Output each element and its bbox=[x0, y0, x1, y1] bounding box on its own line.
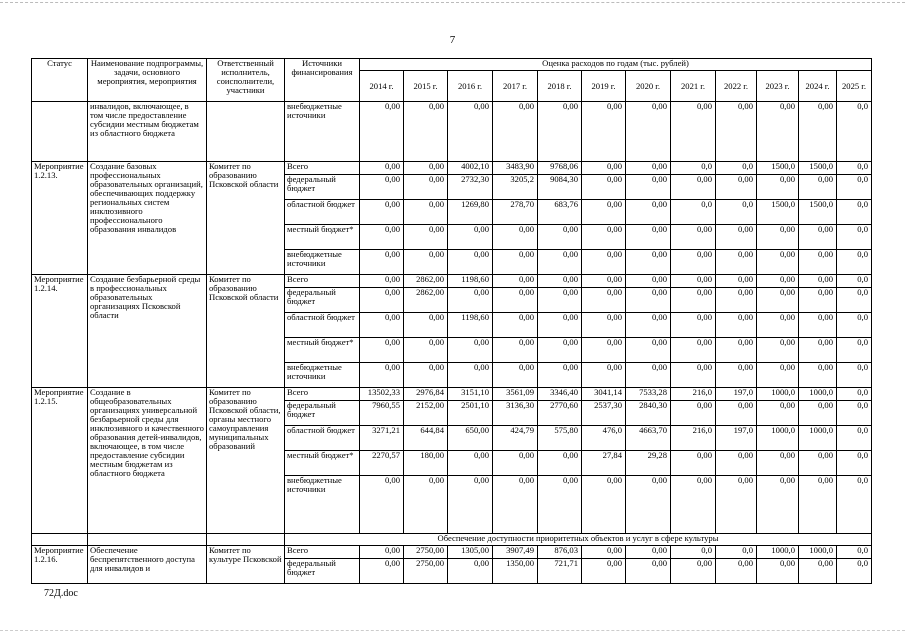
header-year: 2017 г. bbox=[493, 71, 538, 102]
value-cell: 644,84 bbox=[404, 426, 448, 451]
event-responsible: Комитет по образованию Псковской области bbox=[207, 275, 285, 388]
value-cell: 0,00 bbox=[538, 288, 582, 313]
value-cell: 0,00 bbox=[582, 200, 626, 225]
source-name: областной бюджет bbox=[285, 200, 360, 225]
value-cell: 0,0 bbox=[837, 363, 872, 388]
event-responsible: Комитет по культуре Псковской bbox=[207, 546, 285, 584]
value-cell: 4002,10 bbox=[448, 162, 493, 175]
page-number: 7 bbox=[449, 34, 456, 46]
value-cell: 0,00 bbox=[626, 175, 671, 200]
value-cell: 0,00 bbox=[493, 451, 538, 476]
value-cell: 1000,0 bbox=[799, 426, 837, 451]
source-name: федеральный бюджет bbox=[285, 175, 360, 200]
value-cell: 0,00 bbox=[493, 288, 538, 313]
value-cell: 0,00 bbox=[757, 559, 799, 584]
value-cell: 0,00 bbox=[757, 275, 799, 288]
value-cell: 0,0 bbox=[837, 250, 872, 275]
value-cell: 0,00 bbox=[582, 559, 626, 584]
event-name: Создание базовых профессиональных образовательных организаций, обеспечивающих поддержку региональных систем инклюзивного профессионального образования инвалидов bbox=[88, 162, 207, 275]
value-cell: 0,00 bbox=[404, 102, 448, 162]
value-cell: 0,0 bbox=[837, 338, 872, 363]
value-cell: 1500,0 bbox=[799, 162, 837, 175]
value-cell: 876,03 bbox=[538, 546, 582, 559]
source-name: федеральный бюджет bbox=[285, 288, 360, 313]
value-cell: 0,00 bbox=[716, 275, 757, 288]
header-status: Статус bbox=[32, 59, 88, 102]
value-cell: 0,00 bbox=[757, 313, 799, 338]
header-year: 2023 г. bbox=[757, 71, 799, 102]
value-cell: 424,79 bbox=[493, 426, 538, 451]
section-spacer bbox=[207, 534, 285, 546]
value-cell: 1000,0 bbox=[799, 388, 837, 401]
value-cell: 0,00 bbox=[360, 225, 404, 250]
section-spacer bbox=[32, 534, 88, 546]
value-cell: 0,00 bbox=[799, 363, 837, 388]
source-name: внебюджетные источники bbox=[285, 250, 360, 275]
value-cell: 9768,06 bbox=[538, 162, 582, 175]
value-cell: 0,00 bbox=[799, 313, 837, 338]
value-cell: 3205,2 bbox=[493, 175, 538, 200]
source-name: внебюджетные источники bbox=[285, 102, 360, 162]
value-cell: 0,00 bbox=[582, 275, 626, 288]
value-cell: 0,00 bbox=[582, 288, 626, 313]
value-cell: 1198,60 bbox=[448, 275, 493, 288]
value-cell: 0,00 bbox=[716, 313, 757, 338]
value-cell: 0,00 bbox=[360, 175, 404, 200]
value-cell: 0,00 bbox=[671, 102, 716, 162]
value-cell: 0,00 bbox=[626, 338, 671, 363]
source-name: внебюджетные источники bbox=[285, 363, 360, 388]
value-cell: 0,0 bbox=[837, 225, 872, 250]
value-cell: 0,00 bbox=[716, 338, 757, 363]
value-cell: 0,00 bbox=[493, 250, 538, 275]
value-cell: 0,0 bbox=[837, 288, 872, 313]
value-cell: 0,00 bbox=[404, 338, 448, 363]
table-row bbox=[32, 102, 872, 162]
value-cell: 0,00 bbox=[448, 559, 493, 584]
value-cell: 0,00 bbox=[671, 225, 716, 250]
header-year: 2024 г. bbox=[799, 71, 837, 102]
value-cell: 1500,0 bbox=[799, 200, 837, 225]
value-cell: 0,00 bbox=[799, 250, 837, 275]
header-year: 2020 г. bbox=[626, 71, 671, 102]
value-cell: 476,0 bbox=[582, 426, 626, 451]
value-cell: 1500,0 bbox=[757, 162, 799, 175]
responsible-cell-empty bbox=[207, 102, 285, 162]
value-cell: 0,00 bbox=[360, 476, 404, 534]
value-cell: 0,00 bbox=[582, 102, 626, 162]
source-name: Всего bbox=[285, 275, 360, 288]
value-cell: 1000,0 bbox=[799, 546, 837, 559]
value-cell: 0,00 bbox=[757, 363, 799, 388]
value-cell: 0,00 bbox=[626, 250, 671, 275]
header-year: 2025 г. bbox=[837, 71, 872, 102]
value-cell: 0,00 bbox=[671, 275, 716, 288]
value-cell: 0,00 bbox=[448, 102, 493, 162]
source-name: областной бюджет bbox=[285, 313, 360, 338]
expense-table bbox=[31, 58, 872, 584]
value-cell: 0,00 bbox=[404, 225, 448, 250]
event-status: Мероприятие 1.2.16. bbox=[32, 546, 88, 584]
value-cell: 0,0 bbox=[837, 476, 872, 534]
table-row bbox=[32, 162, 872, 175]
header-year: 2019 г. bbox=[582, 71, 626, 102]
header-name: Наименование подпрограммы, задачи, основного мероприятия, мероприятия bbox=[88, 59, 207, 102]
value-cell: 0,00 bbox=[404, 200, 448, 225]
value-cell: 0,00 bbox=[757, 451, 799, 476]
source-name: федеральный бюджет bbox=[285, 401, 360, 426]
value-cell: 3483,90 bbox=[493, 162, 538, 175]
value-cell: 0,00 bbox=[404, 162, 448, 175]
value-cell: 0,0 bbox=[716, 546, 757, 559]
value-cell: 0,00 bbox=[716, 476, 757, 534]
value-cell: 575,80 bbox=[538, 426, 582, 451]
value-cell: 0,00 bbox=[582, 162, 626, 175]
value-cell: 2750,00 bbox=[404, 546, 448, 559]
value-cell: 0,00 bbox=[538, 363, 582, 388]
value-cell: 0,00 bbox=[626, 102, 671, 162]
value-cell: 0,00 bbox=[448, 288, 493, 313]
value-cell: 0,00 bbox=[671, 288, 716, 313]
value-cell: 1000,0 bbox=[757, 546, 799, 559]
value-cell: 0,00 bbox=[538, 250, 582, 275]
header-year: 2014 г. bbox=[360, 71, 404, 102]
value-cell: 1000,0 bbox=[757, 426, 799, 451]
value-cell: 0,00 bbox=[757, 102, 799, 162]
value-cell: 0,0 bbox=[837, 426, 872, 451]
value-cell: 0,00 bbox=[626, 225, 671, 250]
event-status: Мероприятие 1.2.15. bbox=[32, 388, 88, 534]
header-responsible: Ответственный исполнитель, соисполнители, участники bbox=[207, 59, 285, 102]
value-cell: 2862,00 bbox=[404, 275, 448, 288]
value-cell: 0,00 bbox=[671, 401, 716, 426]
value-cell: 3907,49 bbox=[493, 546, 538, 559]
value-cell: 1500,0 bbox=[757, 200, 799, 225]
value-cell: 0,00 bbox=[360, 338, 404, 363]
value-cell: 2770,60 bbox=[538, 401, 582, 426]
value-cell: 0,00 bbox=[626, 559, 671, 584]
value-cell: 0,00 bbox=[538, 225, 582, 250]
footer-filename: 72Д.doc bbox=[44, 588, 78, 599]
value-cell: 0,0 bbox=[837, 200, 872, 225]
source-name: федеральный бюджет bbox=[285, 559, 360, 584]
value-cell: 2501,10 bbox=[448, 401, 493, 426]
value-cell: 0,00 bbox=[716, 250, 757, 275]
value-cell: 0,00 bbox=[799, 225, 837, 250]
value-cell: 3561,09 bbox=[493, 388, 538, 401]
value-cell: 0,00 bbox=[799, 175, 837, 200]
value-cell: 0,00 bbox=[538, 102, 582, 162]
value-cell: 0,00 bbox=[671, 451, 716, 476]
value-cell: 3151,10 bbox=[448, 388, 493, 401]
value-cell: 0,0 bbox=[837, 275, 872, 288]
value-cell: 216,0 bbox=[671, 388, 716, 401]
value-cell: 0,0 bbox=[837, 162, 872, 175]
value-cell: 0,00 bbox=[448, 451, 493, 476]
value-cell: 0,00 bbox=[716, 102, 757, 162]
value-cell: 1350,00 bbox=[493, 559, 538, 584]
value-cell: 0,00 bbox=[448, 476, 493, 534]
status-cell-empty bbox=[32, 102, 88, 162]
value-cell: 0,00 bbox=[448, 363, 493, 388]
value-cell: 0,00 bbox=[671, 559, 716, 584]
value-cell: 0,00 bbox=[716, 363, 757, 388]
value-cell: 2750,00 bbox=[404, 559, 448, 584]
value-cell: 0,00 bbox=[799, 102, 837, 162]
value-cell: 3346,40 bbox=[538, 388, 582, 401]
value-cell: 0,00 bbox=[493, 338, 538, 363]
value-cell: 0,00 bbox=[538, 476, 582, 534]
value-cell: 0,00 bbox=[716, 451, 757, 476]
value-cell: 0,00 bbox=[360, 363, 404, 388]
header-year: 2022 г. bbox=[716, 71, 757, 102]
value-cell: 197,0 bbox=[716, 426, 757, 451]
section-row bbox=[32, 534, 872, 546]
source-name: Всего bbox=[285, 388, 360, 401]
value-cell: 0,0 bbox=[837, 451, 872, 476]
header-estimate: Оценка расходов по годам (тыс. рублей) bbox=[360, 59, 872, 71]
value-cell: 0,00 bbox=[493, 275, 538, 288]
value-cell: 721,71 bbox=[538, 559, 582, 584]
value-cell: 3271,21 bbox=[360, 426, 404, 451]
source-name: Всего bbox=[285, 546, 360, 559]
value-cell: 0,00 bbox=[757, 225, 799, 250]
value-cell: 2270,57 bbox=[360, 451, 404, 476]
value-cell: 9084,30 bbox=[538, 175, 582, 200]
value-cell: 0,00 bbox=[799, 338, 837, 363]
value-cell: 0,00 bbox=[538, 313, 582, 338]
value-cell: 2840,30 bbox=[626, 401, 671, 426]
value-cell: 0,00 bbox=[404, 313, 448, 338]
value-cell: 0,00 bbox=[360, 313, 404, 338]
table-row bbox=[32, 275, 872, 288]
source-name: Всего bbox=[285, 162, 360, 175]
event-status: Мероприятие 1.2.14. bbox=[32, 275, 88, 388]
table-row bbox=[32, 388, 872, 401]
source-name: местный бюджет* bbox=[285, 225, 360, 250]
value-cell: 27,84 bbox=[582, 451, 626, 476]
value-cell: 0,00 bbox=[757, 338, 799, 363]
value-cell: 0,00 bbox=[716, 559, 757, 584]
value-cell: 216,0 bbox=[671, 426, 716, 451]
value-cell: 0,00 bbox=[757, 288, 799, 313]
value-cell: 0,00 bbox=[757, 250, 799, 275]
value-cell: 0,00 bbox=[582, 225, 626, 250]
value-cell: 683,76 bbox=[538, 200, 582, 225]
table-row bbox=[32, 546, 872, 559]
value-cell: 0,00 bbox=[582, 175, 626, 200]
value-cell: 0,00 bbox=[799, 275, 837, 288]
value-cell: 0,00 bbox=[671, 338, 716, 363]
value-cell: 0,00 bbox=[582, 363, 626, 388]
value-cell: 0,00 bbox=[716, 225, 757, 250]
value-cell: 1198,60 bbox=[448, 313, 493, 338]
value-cell: 0,00 bbox=[671, 175, 716, 200]
value-cell: 0,00 bbox=[626, 313, 671, 338]
value-cell: 0,00 bbox=[404, 363, 448, 388]
value-cell: 7533,28 bbox=[626, 388, 671, 401]
value-cell: 0,0 bbox=[837, 388, 872, 401]
event-name: Создание безбарьерной среды в профессиональных образовательных организациях Псковской области bbox=[88, 275, 207, 388]
value-cell: 0,00 bbox=[493, 225, 538, 250]
value-cell: 0,00 bbox=[671, 476, 716, 534]
source-name: местный бюджет* bbox=[285, 338, 360, 363]
value-cell: 3041,14 bbox=[582, 388, 626, 401]
value-cell: 1269,80 bbox=[448, 200, 493, 225]
value-cell: 180,00 bbox=[404, 451, 448, 476]
value-cell: 0,0 bbox=[837, 102, 872, 162]
source-name: внебюджетные источники bbox=[285, 476, 360, 534]
value-cell: 1000,0 bbox=[757, 388, 799, 401]
scan-top-edge bbox=[0, 2, 905, 3]
header-year: 2016 г. bbox=[448, 71, 493, 102]
value-cell: 0,00 bbox=[493, 313, 538, 338]
value-cell: 0,00 bbox=[716, 175, 757, 200]
event-name: инвалидов, включающее, в том числе предоставление субсидии местным бюджетам из областного бюджета bbox=[88, 102, 207, 162]
value-cell: 1305,00 bbox=[448, 546, 493, 559]
value-cell: 0,00 bbox=[448, 250, 493, 275]
event-status: Мероприятие 1.2.13. bbox=[32, 162, 88, 275]
value-cell: 0,00 bbox=[493, 363, 538, 388]
event-responsible: Комитет по образованию Псковской области bbox=[207, 162, 285, 275]
value-cell: 0,00 bbox=[360, 250, 404, 275]
value-cell: 2862,00 bbox=[404, 288, 448, 313]
value-cell: 0,00 bbox=[538, 275, 582, 288]
value-cell: 0,00 bbox=[360, 559, 404, 584]
value-cell: 0,00 bbox=[538, 451, 582, 476]
header-year: 2021 г. bbox=[671, 71, 716, 102]
value-cell: 0,00 bbox=[582, 546, 626, 559]
value-cell: 0,0 bbox=[837, 559, 872, 584]
value-cell: 0,0 bbox=[716, 200, 757, 225]
value-cell: 0,00 bbox=[799, 288, 837, 313]
value-cell: 0,00 bbox=[493, 476, 538, 534]
value-cell: 0,00 bbox=[360, 546, 404, 559]
value-cell: 0,00 bbox=[404, 476, 448, 534]
scan-bottom-edge bbox=[0, 630, 905, 631]
value-cell: 0,00 bbox=[799, 401, 837, 426]
event-name: Обеспечение беспрепятственного доступа для инвалидов и bbox=[88, 546, 207, 584]
section-title: Обеспечение доступности приоритетных объектов и услуг в сфере культуры bbox=[285, 534, 872, 546]
value-cell: 3136,30 bbox=[493, 401, 538, 426]
value-cell: 0,00 bbox=[626, 546, 671, 559]
value-cell: 0,00 bbox=[360, 288, 404, 313]
value-cell: 0,00 bbox=[582, 313, 626, 338]
value-cell: 650,00 bbox=[448, 426, 493, 451]
value-cell: 0,0 bbox=[671, 546, 716, 559]
header-sources: Источники финансирования bbox=[285, 59, 360, 102]
value-cell: 0,0 bbox=[671, 200, 716, 225]
value-cell: 0,0 bbox=[837, 175, 872, 200]
value-cell: 0,0 bbox=[837, 401, 872, 426]
value-cell: 278,70 bbox=[493, 200, 538, 225]
value-cell: 2152,00 bbox=[404, 401, 448, 426]
value-cell: 0,00 bbox=[582, 250, 626, 275]
header-year: 2015 г. bbox=[404, 71, 448, 102]
value-cell: 0,00 bbox=[626, 200, 671, 225]
value-cell: 0,0 bbox=[837, 313, 872, 338]
value-cell: 0,00 bbox=[799, 451, 837, 476]
value-cell: 0,00 bbox=[360, 102, 404, 162]
value-cell: 0,00 bbox=[799, 559, 837, 584]
value-cell: 0,0 bbox=[837, 546, 872, 559]
value-cell: 29,28 bbox=[626, 451, 671, 476]
section-spacer bbox=[88, 534, 207, 546]
value-cell: 0,00 bbox=[582, 338, 626, 363]
header-year: 2018 г. bbox=[538, 71, 582, 102]
source-name: местный бюджет* bbox=[285, 451, 360, 476]
value-cell: 0,00 bbox=[626, 288, 671, 313]
value-cell: 0,00 bbox=[404, 175, 448, 200]
value-cell: 0,00 bbox=[671, 363, 716, 388]
value-cell: 0,00 bbox=[799, 476, 837, 534]
value-cell: 0,00 bbox=[626, 363, 671, 388]
value-cell: 0,00 bbox=[757, 476, 799, 534]
value-cell: 0,00 bbox=[671, 313, 716, 338]
value-cell: 0,00 bbox=[360, 200, 404, 225]
value-cell: 2732,30 bbox=[448, 175, 493, 200]
value-cell: 0,00 bbox=[757, 175, 799, 200]
value-cell: 0,00 bbox=[626, 275, 671, 288]
value-cell: 0,00 bbox=[582, 476, 626, 534]
value-cell: 2537,30 bbox=[582, 401, 626, 426]
value-cell: 0,00 bbox=[626, 476, 671, 534]
value-cell: 197,0 bbox=[716, 388, 757, 401]
event-responsible: Комитет по образованию Псковской области, органы местного самоуправления муниципальных образований bbox=[207, 388, 285, 534]
source-name: областной бюджет bbox=[285, 426, 360, 451]
value-cell: 0,00 bbox=[716, 288, 757, 313]
value-cell: 0,0 bbox=[671, 162, 716, 175]
value-cell: 0,00 bbox=[493, 102, 538, 162]
value-cell: 0,00 bbox=[757, 401, 799, 426]
value-cell: 4663,70 bbox=[626, 426, 671, 451]
value-cell: 2976,84 bbox=[404, 388, 448, 401]
value-cell: 0,00 bbox=[448, 225, 493, 250]
value-cell: 0,00 bbox=[626, 162, 671, 175]
value-cell: 13502,33 bbox=[360, 388, 404, 401]
value-cell: 0,00 bbox=[716, 401, 757, 426]
value-cell: 0,0 bbox=[716, 162, 757, 175]
value-cell: 0,00 bbox=[671, 250, 716, 275]
value-cell: 0,00 bbox=[404, 250, 448, 275]
value-cell: 0,00 bbox=[360, 162, 404, 175]
value-cell: 7960,55 bbox=[360, 401, 404, 426]
value-cell: 0,00 bbox=[360, 275, 404, 288]
event-name: Создание в общеобразовательных организациях универсальной безбарьерной среды для инклюзивного и качественного образования детей-инвалидов, включающее, в том числе предоставление субсидии местным бюджетам из областного бюджета bbox=[88, 388, 207, 534]
value-cell: 0,00 bbox=[538, 338, 582, 363]
value-cell: 0,00 bbox=[448, 338, 493, 363]
